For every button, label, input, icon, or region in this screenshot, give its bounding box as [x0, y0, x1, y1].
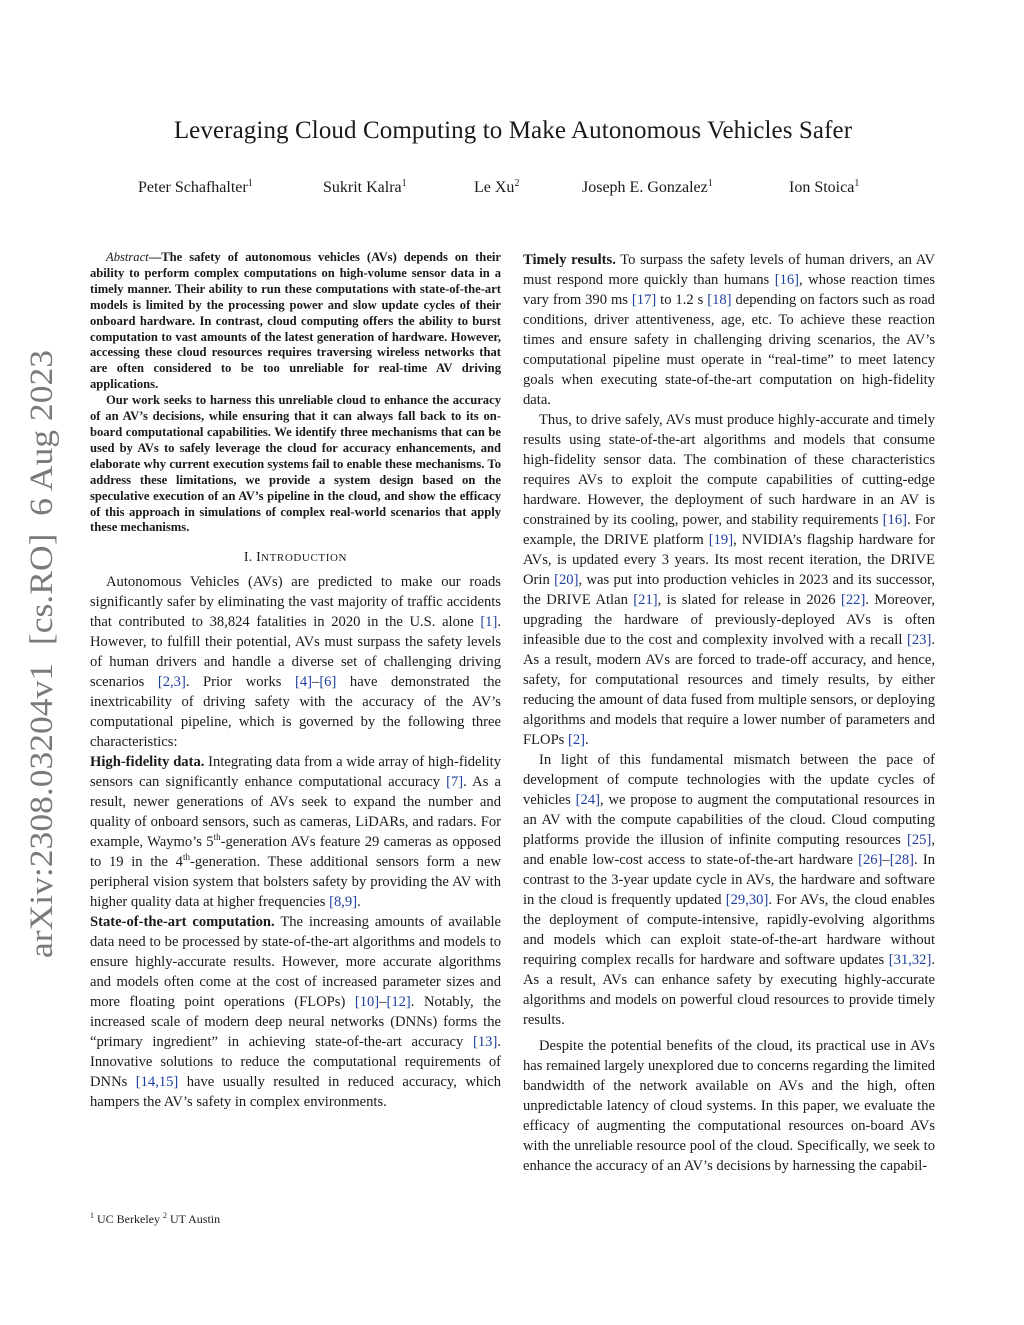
author-list [90, 178, 936, 202]
citation-link[interactable]: [13] [473, 1034, 498, 1051]
citation-link[interactable]: [2] [568, 732, 586, 748]
citation-link[interactable]: [17] [631, 292, 657, 308]
run-in-heading: State-of-the-art computation. [90, 914, 275, 931]
citation-link[interactable]: [1] [480, 614, 498, 631]
paragraph: Thus, to drive safely, AVs must produce highly-accurate and timely results using state-of-the-art algorithms and models that consume high-fidelity sensor data. The combination of these characteristics requires AVs to exploit the compute capabilities of cutting-edge hardware. However, the deployment of such hardware in an AV is constrained by its cooling, power, and stability requirements [16]. For example, the DRIVE platform [19], NVIDIA’s flagship hardware for AVs, is updated every 3 years. Its most recent iteration, the DRIVE Orin [20], was put into production vehicles in 2023 and its successor, the DRIVE Atlan [21], is slated for release in 2026 [22]. Moreover, upgrading the hardware of previously-deployed AVs is often infeasible due to the cost and complexity involved with a recall [23]. As a result, modern AVs are forced to trade-off accuracy, and hence, safety, for computational resources and timely results, by either reducing the amount of data fused from multiple sensors, or deploying algorithms and models that require a lower number of parameters and FLOPs [2]. [523, 412, 936, 748]
intro-body [90, 572, 501, 1112]
citation-link[interactable]: [26] [858, 852, 883, 868]
citation-link[interactable]: [18] [707, 292, 732, 308]
citation-link[interactable]: [6] [319, 674, 337, 691]
paragraph: Despite the potential benefits of the cloud, its practical use in AVs has remained largely unexplored due to concerns regarding the limited bandwidth of the network available on AVs and the high, often unpredictable latency of cloud systems. In this paper, we evaluate the efficacy of augmenting the computational resources on-board AVs with the unreliable resource pool of the cloud. Specifically, we seek to enhance the accuracy of an AV’s decisions by harnessing the capabil- [523, 1038, 935, 1174]
arxiv-identifier[interactable]: arXiv:2308.03204v1 [cs.RO] 6 Aug 2023 [24, 401, 60, 958]
author: Joseph E. Gonzalez$^1$ [582, 178, 713, 196]
citation-link[interactable]: [14,15] [135, 1074, 179, 1091]
citation-link[interactable]: [22] [841, 592, 866, 608]
author: Sukrit Kalra$^1$ [323, 178, 407, 196]
citation-link[interactable]: [16] [882, 512, 907, 528]
citation-link[interactable]: [29,30] [725, 892, 769, 908]
citation-link[interactable]: [2,3] [157, 674, 186, 691]
citation-link[interactable]: [28] [889, 852, 915, 868]
paragraph: Autonomous Vehicles (AVs) are predicted to make our roads significantly safer by eliminating the vast majority of traffic accidents that contributed to 38,824 fatalities in 2020 in the U.S. alone [1]. However, to fulfill their potential, AVs must surpass the safety levels of human drivers and handle a diverse set of challenging driving scenarios [2,3]. Prior works [4]–[6] have demonstrated the inextricability of driving safety with the accuracy of the AV’s computational pipeline, which is governed by the following three characteristics: [90, 574, 501, 751]
citation-link[interactable]: [16] [774, 272, 800, 288]
paragraph: In light of this fundamental mismatch between the pace of development of compute technologies with the update cycles of vehicles [24], we propose to augment the computational resources in an AV with the compute capabilities of the cloud. Cloud computing platforms provide the illusion of infinite computing resources [25], and enable low-cost access to state-of-the-art hardware [26]–[28]. In contrast to the 3-year update cycle in AVs, the hardware and software in the cloud is frequently updated [29,30]. For AVs, the cloud enables the deployment of compute-intensive, rapidly-evolving algorithms and models which can exploit state-of-the-art hardware without requiring complex recalls for hardware and software updates [31,32]. As a result, AVs can enhance safety by executing highly-accurate algorithms and models on powerful cloud resources to provide timely results. [523, 752, 936, 1028]
paper-title: Leveraging Cloud Computing to Make Autonomous Vehicles Safer [173, 117, 853, 144]
run-in-heading: High-fidelity data. [90, 754, 205, 771]
citation-link[interactable]: [10] [354, 994, 380, 1011]
citation-link[interactable]: [25] [907, 832, 932, 848]
citation-link[interactable]: [23] [907, 632, 932, 648]
author: Le Xu$^2$ [474, 178, 520, 196]
abstract-paragraph: Our work seeks to harness this unreliable cloud to enhance the accuracy of an AV’s decisions, while ensuring that it can always fall back to its on-board computational capabilities. We identify three mechanisms that can be used by AVs to safely leverage the cloud for accuracy enhancements, and elaborate why current execution systems fail to enable these mechanisms. To address these limitations, we provide a system design based on the speculative execution of an AV’s pipeline in the cloud, and show the efficacy of this approach in simulations of complex real-world scenarios that apply these mechanisms. [90, 393, 501, 535]
citation-link[interactable]: [20] [554, 572, 579, 588]
citation-link[interactable]: [7] [446, 774, 464, 791]
arxiv-sidebar-stamp [0, 0, 60, 1325]
citation-link[interactable]: [8,9] [329, 894, 358, 911]
citation-link[interactable]: [12] [386, 994, 411, 1011]
author: Ion Stoica$^1$ [789, 178, 860, 196]
citation-link[interactable]: [19] [708, 532, 734, 548]
citation-link[interactable]: [24] [575, 792, 600, 808]
paragraph: Timely results. To surpass the safety levels of human drivers, an AV must respond more quickly than humans [16], whose reaction times vary from 390 ms [17] to 1.2 s [18] depending on factors such as road conditions, driver attentiveness, age, etc. To achieve these reaction times and ensure safety in challenging driving scenarios, the AV’s computational pipeline must operate in “real-time” to meet latency goals when executing state-of-the-art computation on high-fidelity data. [523, 252, 936, 408]
right-column [523, 250, 935, 1176]
author: Peter Schafhalter$^1$ [138, 178, 253, 196]
section-heading: I. INTRODUCTION [243, 550, 348, 566]
citation-link[interactable]: [31,32] [888, 952, 932, 968]
run-in-heading: Timely results. [523, 252, 616, 268]
arxiv-stamp-svg [0, 0, 60, 1325]
left-column [90, 250, 501, 1112]
abstract-paragraph: Abstract—The safety of autonomous vehicles (AVs) depends on their ability to perform complex computations on high-volume sensor data in a timely manner. Their ability to run these computations with state-of-the-art models is limited by the processing power and slow update cycles of their onboard hardware. In contrast, cloud computing offers the ability to burst computation to vast amounts of the latest generation of hardware. However, accessing these cloud resources requires traversing wireless networks that are often considered to be too unreliable for real-time AV driving applications. [90, 250, 501, 392]
affiliation-footnote: $^1$ UC Berkeley $^2$ UT Austin [90, 1211, 221, 1226]
paragraph: High-fidelity data. Integrating data from a wide array of high-fidelity sensors can significantly enhance computational accuracy [7]. As a result, newer generations of AVs seek to expand the number and quality of onboard sensors, such as cameras, LiDARs, and radars. For example, Waymo’s 5th-generation AVs feature 29 cameras as opposed to 19 in the 4th-generation. These additional sensors form a new peripheral vision system that bolsters safety by providing the AV with higher quality data at higher frequencies [8,9]. [90, 754, 502, 911]
abstract [90, 250, 501, 536]
citation-link[interactable]: [21] [633, 592, 658, 608]
paragraph: State-of-the-art computation. The increasing amounts of available data need to be processed by state-of-the-art algorithms and models to ensure highly-accurate results. However, more accurate algorithms and models often come at the cost of increased parameter sizes and more floating point operations (FLOPs) [10]–[12]. Notably, the increased scale of modern deep neural networks (DNNs) forms the “primary ingredient” in achieving state-of-the-art accuracy [13]. Innovative solutions to reduce the computational requirements of DNNs [14,15] have usually resulted in reduced accuracy, which hampers the AV’s safety in complex environments. [90, 914, 501, 1111]
citation-link[interactable]: [4] [294, 674, 313, 691]
